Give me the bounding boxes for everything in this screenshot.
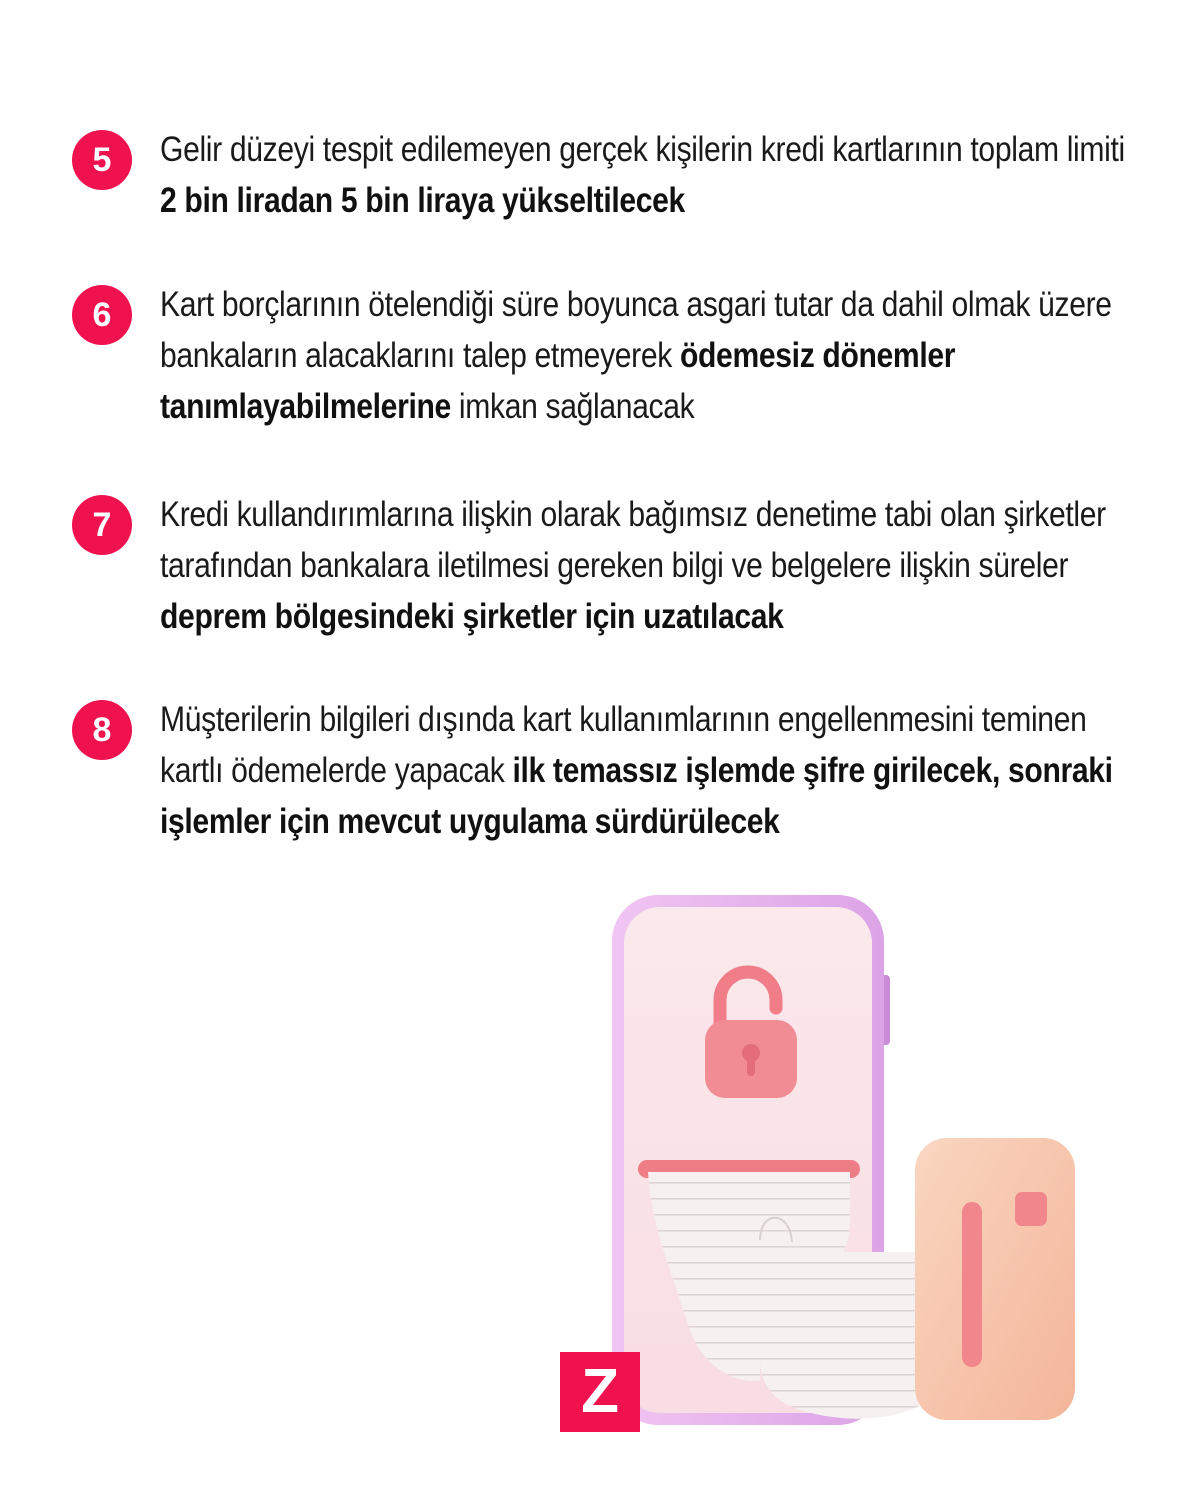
- credit-card-icon: [915, 1138, 1075, 1420]
- phone-payment-illustration: [560, 880, 1120, 1440]
- item-text-part: Müşterilerin bilgileri dışında kart kullanımlarının engellenmesini teminen kartlı ödemelerde yapacak: [160, 700, 1087, 790]
- item-text-highlight: 2 bin liradan 5 bin liraya yükseltilecek: [160, 181, 685, 220]
- item-text: [160, 279, 1149, 432]
- item-text: [160, 489, 1149, 642]
- item-text: [160, 124, 1149, 226]
- item-number-badge: 5: [72, 130, 132, 190]
- brand-logo: Z: [560, 1352, 640, 1432]
- item-number-badge: 8: [72, 700, 132, 760]
- item-text-highlight: deprem bölgesindeki şirketler için uzatılacak: [160, 597, 784, 636]
- item-text-part: Kredi kullandırımlarına ilişkin olarak bağımsız denetime tabi olan şirketler tarafından bankalara iletilmesi gereken bilgi ve belgelere ilişkin süreler: [160, 495, 1106, 585]
- item-number-badge: 7: [72, 495, 132, 555]
- item-text-part: Kart borçlarının ötelendiği süre boyunca asgari tutar da dahil olmak üzere bankaların alacaklarını talep etmeyerek: [160, 285, 1112, 375]
- item-number-badge: 6: [72, 285, 132, 345]
- item-text-part: Gelir düzeyi tespit edilemeyen gerçek kişilerin kredi kartlarının toplam limiti: [160, 130, 1125, 169]
- item-text-part: imkan sağlanacak: [450, 387, 695, 426]
- item-text-highlight: ödemesiz dönemler tanımlayabilmelerine: [160, 336, 956, 426]
- item-text-highlight: ilk temassız işlemde şifre girilecek, sonraki işlemler için mevcut uygulama sürdürülecek: [160, 751, 1113, 841]
- item-text: [160, 694, 1149, 847]
